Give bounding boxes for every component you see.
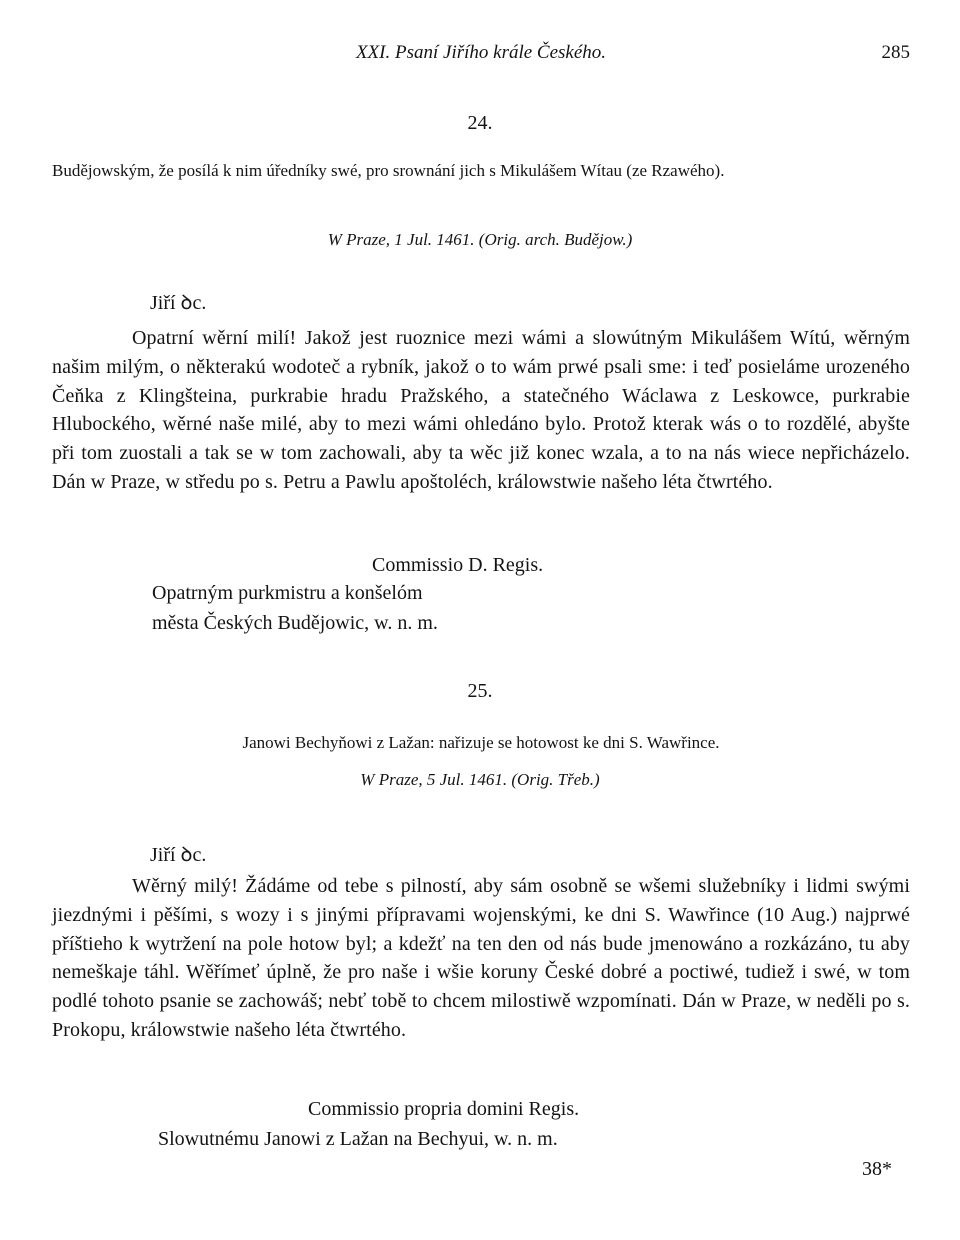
running-head-title: XXI. Psaní Jiřího krále Českého. bbox=[355, 42, 607, 63]
letter-salutation-24: Jiří ꝺc. bbox=[150, 292, 207, 314]
letter-body-24: Opatrní wěrní milí! Jakož jest ruoznice mezi wámi a slowútným Mikulášem Wítú, wěrným našim milým, o některakú wodoteč a rybník, jakož o to wám prwé psali sme: i teď posieláme urozeného Čeňka z Klingšteina, purkrabie hradu Pražského, a statečného Wáclawa z Leskowce, purkrabie Hlubockého, wěrné naše milé, aby to mezi wámi ohledáno bylo. Protož kterak wás o to rozdělé, abyšte při tom zuostali a tak se w tom zachowali, aby ta wěc již konec wzala, a to na nás wiece nepřicházelo. Dán w Praze, w středu po s. Petru a Pawlu apoštoléch, králowstwie našeho léta čtwrtého. bbox=[52, 327, 910, 493]
letter-salutation-25: Jiří ꝺc. bbox=[150, 844, 207, 866]
letter-closing-25: Commissio propria domini Regis. bbox=[308, 1098, 580, 1120]
letter-number-24: 24. bbox=[467, 112, 493, 134]
running-head bbox=[52, 42, 910, 68]
letter-summary-25: Janowi Bechyňowi z Lažan: nařizuje se hotowost ke dni S. Wawřince. bbox=[242, 733, 720, 752]
letter-body-25: Wěrný milý! Žádáme od tebe s pilností, aby sám osobně se wšemi služebníky i lidmi swými jiezdnými i pěšími, s wozy i s jinými přípravami wojenskými, ke dni S. Wawřince (10 Aug.) najprwé příštieho k wytržení na pole hotow byl; a kdežť na ten den od nás bude jmenowáno a rozkázáno, tu aby nemeškaje táhl. Wěřímeť úplně, že pro naše i wšie koruny České dobré a poctiwé, tudiež i swé, w tom podlé tohoto psanie se zachowáš; nebť tobě to chcem milostiwě wzpomínati. Dán w Praze, w neděli po s. Prokopu, králowstwie našeho léta čtwrtého. bbox=[52, 875, 910, 1041]
signature-mark: 38* bbox=[862, 1158, 892, 1180]
letter-address-25: Slowutnému Janowi z Lažan na Bechyui, w. n. m. bbox=[158, 1128, 558, 1150]
letter-address-24-line2: města Českých Budějowic, w. n. m. bbox=[152, 612, 438, 634]
letter-summary-24: Budějowským, že posílá k nim úředníky swé, pro srownání jich s Mikulášem Wítau (ze Rzawého). bbox=[52, 161, 725, 180]
letter-number-25: 25. bbox=[467, 680, 493, 702]
letter-dateline-24: W Praze, 1 Jul. 1461. (Orig. arch. Budějow.) bbox=[327, 230, 633, 249]
letter-address-24-line1: Opatrným purkmistru a konšelóm bbox=[152, 582, 423, 604]
page-number: 285 bbox=[881, 42, 910, 63]
letter-dateline-25: W Praze, 5 Jul. 1461. (Orig. Třeb.) bbox=[360, 770, 600, 789]
letter-closing-24: Commissio D. Regis. bbox=[372, 554, 544, 576]
